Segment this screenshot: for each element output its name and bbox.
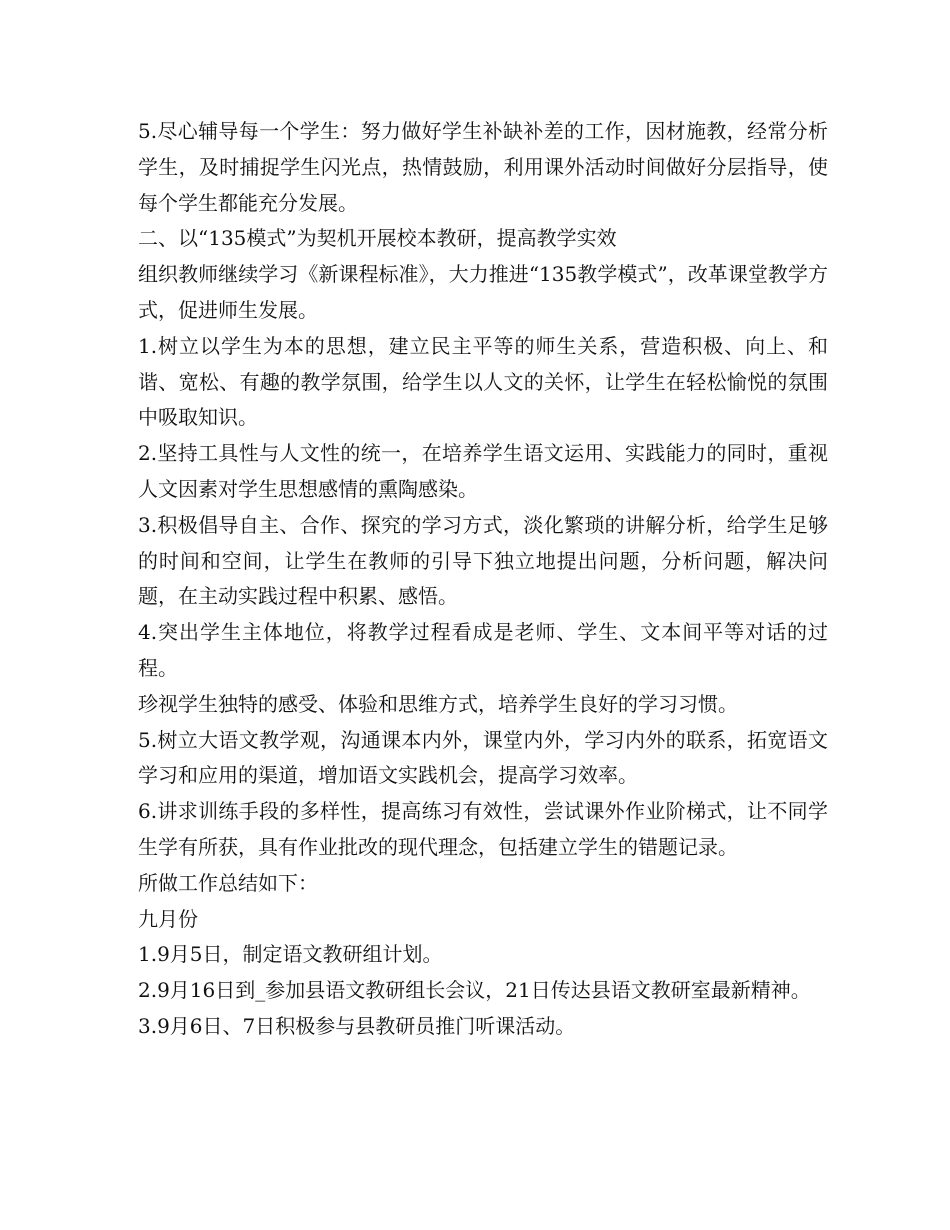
paragraph-item-1: 1.树立以学生为本的思想，建立民主平等的师生关系，营造积极、向上、和谐、宽松、有趣的教学氛围，给学生以人文的关怀，让学生在轻松愉悦的氛围中吸取知识。 (138, 333, 828, 430)
month-heading-september: 九月份 (138, 906, 198, 931)
paragraph-item-4: 4.突出学生主体地位，将教学过程看成是老师、学生、文本间平等对话的过程。 (138, 620, 828, 680)
paragraph-learning-habits: 珍视学生独特的感受、体验和思维方式，培养学生良好的学习习惯。 (138, 691, 738, 716)
paragraph-item-6: 6.讲求训练手段的多样性，提高练习有效性，尝试课外作业阶梯式，让不同学生学有所获，具有作业批改的现代理念，包括建立学生的错题记录。 (138, 799, 828, 859)
september-item-3: 3.9月6日、7日积极参与县教研员推门听课活动。 (138, 1013, 576, 1038)
document-body (138, 114, 828, 1045)
paragraph-item-5-tutoring: 5.尽心辅导每一个学生：努力做好学生补缺补差的工作，因材施教，经常分析学生，及时捕捉学生闪光点，热情鼓励，利用课外活动时间做好分层指导，使每个学生都能充分发展。 (138, 119, 828, 215)
paragraph-summary-intro: 所做工作总结如下： (138, 870, 318, 895)
paragraph-curriculum-standard: 组织教师继续学习《新课程标准》，大力推进“135教学模式”，改革课堂教学方式，促进师生发展。 (138, 262, 828, 322)
september-item-2: 2.9月16日到_参加县语文教研组长会议，21日传达县语文教研室最新精神。 (138, 978, 811, 1003)
paragraph-item-2: 2.坚持工具性与人文性的统一，在培养学生语文运用、实践能力的同时，重视人文因素对学生思想感情的熏陶感染。 (138, 441, 828, 501)
paragraph-item-3: 3.积极倡导自主、合作、探究的学习方式，淡化繁琐的讲解分析，给学生足够的时间和空间，让学生在教师的引导下独立地提出问题，分析问题，解决问题，在主动实践过程中积累、感悟。 (138, 512, 828, 609)
paragraph-item-5: 5.树立大语文教学观，沟通课本内外，课堂内外，学习内外的联系，拓宽语文学习和应用的渠道，增加语文实践机会，提高学习效率。 (138, 727, 828, 788)
september-item-1: 1.9月5日，制定语文教研组计划。 (138, 942, 443, 967)
section-heading-135-model: 二、以“135模式”为契机开展校本教研，提高教学实效 (138, 226, 617, 251)
